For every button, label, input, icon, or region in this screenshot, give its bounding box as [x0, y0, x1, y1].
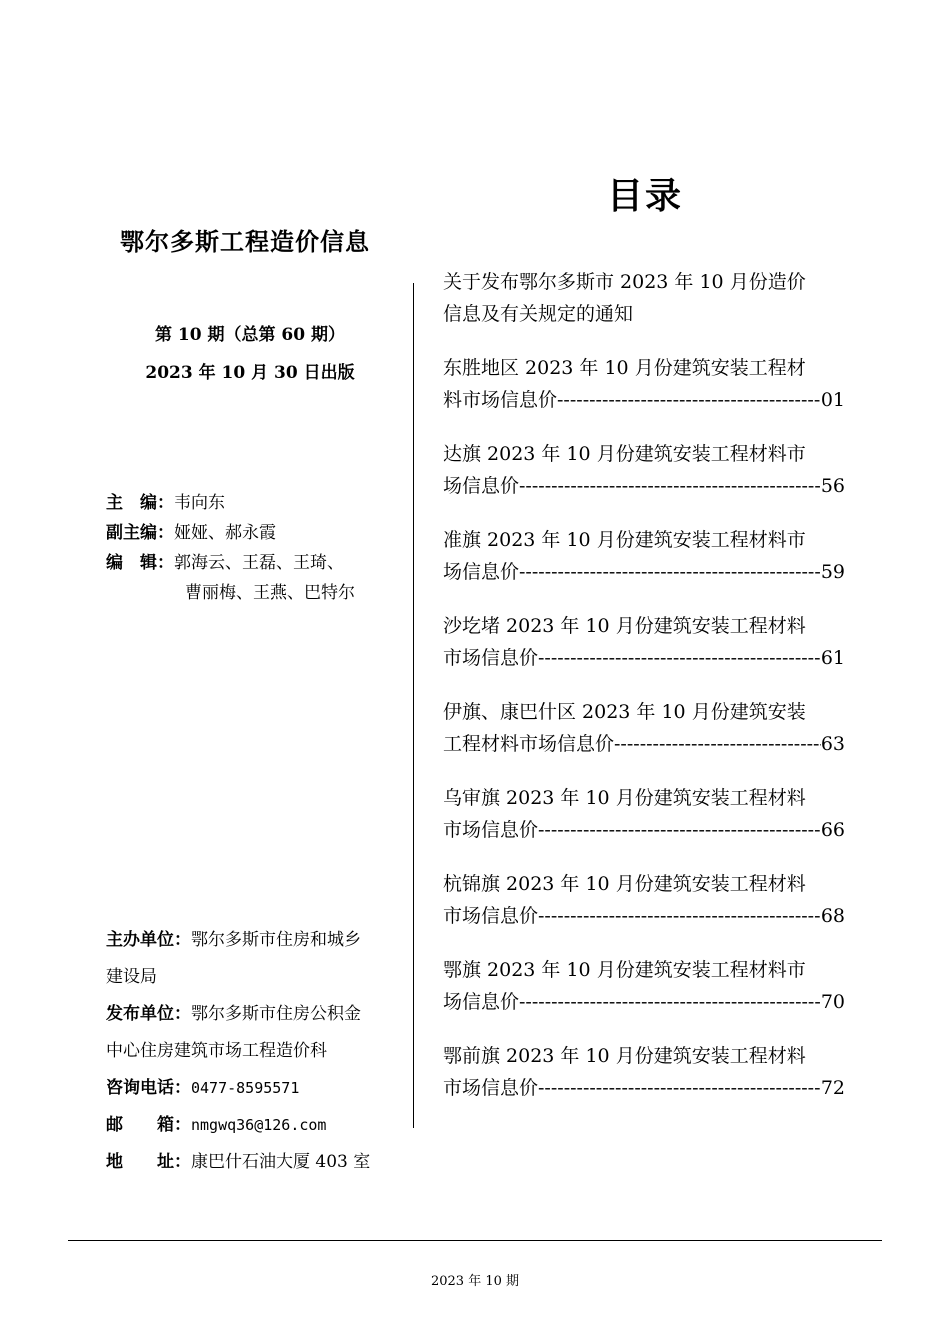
toc-entry-line2: 场信息价 [443, 475, 520, 497]
toc-entry[interactable] [443, 954, 845, 1018]
publisher-line1: 鄂尔多斯市住房公积金 [191, 1004, 361, 1024]
dot-leader [519, 556, 821, 588]
toc-page-number: 70 [820, 991, 845, 1013]
publisher-label: 发布单位： [106, 1004, 191, 1024]
toc-entry-line1: 达旗 2023 年 10 月份建筑安装工程材料市 [443, 443, 806, 465]
toc-entry[interactable] [443, 438, 845, 502]
phone-row [106, 1070, 396, 1107]
host-line2: 建设局 [106, 967, 157, 987]
toc-entry-line1: 乌审旗 2023 年 10 月份建筑安装工程材料 [443, 787, 806, 809]
toc-entry-line2: 工程材料市场信息价 [443, 733, 615, 755]
email-label: 邮 箱： [106, 1115, 191, 1135]
address-label: 地 址： [106, 1152, 191, 1172]
chief-editor-label: 主 编： [106, 493, 174, 513]
toc-page-number: 59 [820, 561, 845, 583]
toc-page-number: 01 [820, 389, 845, 411]
editors-label: 编 辑： [106, 553, 174, 573]
address-text: 康巴什石油大厦 403 室 [191, 1152, 371, 1172]
phone-number: 0477-8595571 [191, 1079, 300, 1097]
toc-entry-line2: 料市场信息价 [443, 389, 558, 411]
editors-row-continued [106, 578, 355, 608]
toc-page-number: 63 [820, 733, 845, 755]
toc-entry[interactable] [443, 610, 845, 674]
toc-list [443, 266, 845, 1126]
toc-entry-line2: 市场信息价 [443, 647, 539, 669]
staff-block [106, 488, 355, 608]
publisher-line2: 中心住房建筑市场工程造价科 [106, 1041, 327, 1061]
publisher-row [106, 996, 396, 1033]
toc-entry-line1: 东胜地区 2023 年 10 月份建筑安装工程材 [443, 357, 806, 379]
dot-leader [538, 900, 821, 932]
deputy-editor-row [106, 518, 355, 548]
organization-block [106, 922, 396, 1181]
email-address[interactable]: nmgwq36@126.com [191, 1116, 327, 1134]
toc-entry[interactable] [443, 266, 845, 330]
toc-entry-line1: 准旗 2023 年 10 月份建筑安装工程材料市 [443, 529, 806, 551]
editors-names-line1: 郭海云、王磊、王琦、 [174, 553, 344, 573]
toc-page-number: 61 [820, 647, 845, 669]
dot-leader [557, 384, 821, 416]
toc-entry-line1: 鄂旗 2023 年 10 月份建筑安装工程材料市 [443, 959, 806, 981]
address-row [106, 1144, 396, 1181]
column-divider [413, 283, 414, 1128]
dot-leader [538, 814, 821, 846]
toc-entry-line2: 市场信息价 [443, 819, 539, 841]
editors-row [106, 548, 355, 578]
host-line1: 鄂尔多斯市住房和城乡 [191, 930, 361, 950]
toc-entry-line1: 鄂前旗 2023 年 10 月份建筑安装工程材料 [443, 1045, 806, 1067]
chief-editor-name: 韦向东 [174, 493, 225, 513]
publication-date: 2023 年 10 月 30 日出版 [145, 363, 355, 383]
toc-entry-line1: 沙圪堵 2023 年 10 月份建筑安装工程材料 [443, 615, 806, 637]
toc-entry-line2: 信息及有关规定的通知 [443, 303, 634, 325]
email-row [106, 1107, 396, 1144]
dot-leader [614, 728, 821, 760]
toc-entry-line2: 市场信息价 [443, 905, 539, 927]
chief-editor-row [106, 488, 355, 518]
host-row [106, 922, 396, 959]
toc-entry[interactable] [443, 696, 845, 760]
toc-page-number: 72 [820, 1077, 845, 1099]
toc-entry-line1: 关于发布鄂尔多斯市 2023 年 10 月份造价 [443, 271, 806, 293]
toc-entry-line2: 场信息价 [443, 561, 520, 583]
dot-leader [538, 1072, 821, 1104]
toc-entry-line1: 杭锦旗 2023 年 10 月份建筑安装工程材料 [443, 873, 806, 895]
issue-number: 第 10 期（总第 60 期） [155, 325, 345, 345]
footer-issue: 2023 年 10 期 [430, 1274, 520, 1289]
toc-entry[interactable] [443, 868, 845, 932]
phone-label: 咨询电话： [106, 1078, 191, 1098]
deputy-editor-names: 娅娅、郝永霞 [174, 523, 276, 543]
dot-leader [519, 986, 821, 1018]
toc-page-number: 56 [820, 475, 845, 497]
publication-title: 鄂尔多斯工程造价信息 [120, 228, 370, 256]
toc-entry[interactable] [443, 524, 845, 588]
toc-entry[interactable] [443, 1040, 845, 1104]
toc-entry[interactable] [443, 352, 845, 416]
toc-entry-line2: 场信息价 [443, 991, 520, 1013]
dot-leader [519, 470, 821, 502]
footer-rule [68, 1240, 882, 1241]
dot-leader [538, 642, 821, 674]
editors-names-line2: 曹丽梅、王燕、巴特尔 [185, 583, 355, 603]
toc-page-number: 68 [820, 905, 845, 927]
toc-entry[interactable] [443, 782, 845, 846]
toc-page-number: 66 [820, 819, 845, 841]
host-label: 主办单位： [106, 930, 191, 950]
toc-title: 目录 [606, 176, 683, 217]
toc-entry-line1: 伊旗、康巴什区 2023 年 10 月份建筑安装 [443, 701, 806, 723]
toc-entry-line2: 市场信息价 [443, 1077, 539, 1099]
deputy-editor-label: 副主编： [106, 523, 174, 543]
